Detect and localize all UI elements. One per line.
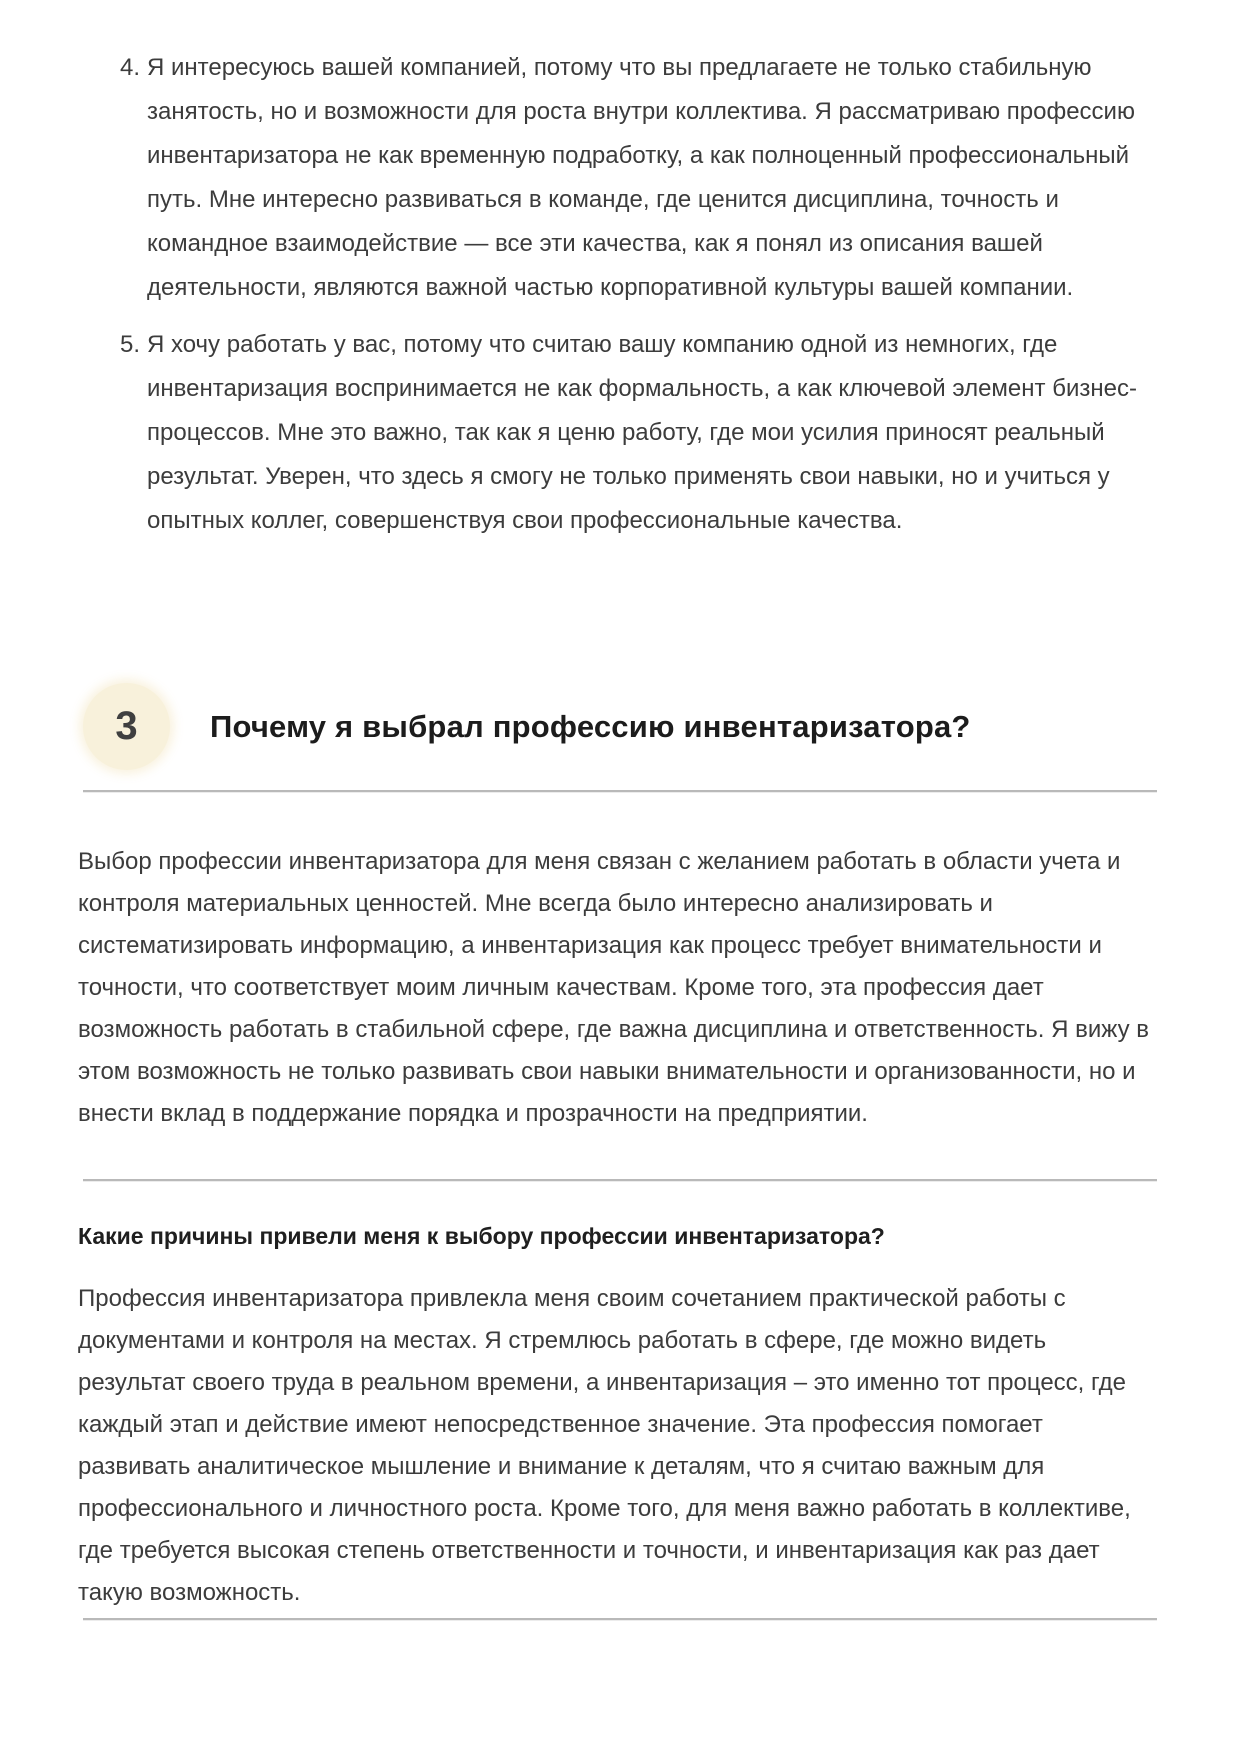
list-item-text: Я интересуюсь вашей компанией, потому что вы предлагаете не только стабильную занятость, но и возможности для роста внутри коллектива. Я рассматриваю профессию инвентаризатора не как временную подработку, а как полноценный профессиональный путь. Мне интересно развиваться в команде, где ценится дисциплина, точность и командное взаимодействие — все эти качества, как я понял из описания вашей деятельности, являются важной частью корпоративной культуры вашей компании.	[147, 54, 1135, 301]
section-header	[78, 683, 1158, 770]
document-content	[78, 0, 1158, 1621]
paragraph-intro: Выбор профессии инвентаризатора для меня связан с желанием работать в области учета и контроля материальных ценностей. Мне всегда было интересно анализировать и систематизировать информацию, а инвентаризация как процесс требует внимательности и точности, что соответствует моим личным качествам. Кроме того, эта профессия дает возможность работать в стабильной сфере, где важна дисциплина и ответственность. Я вижу в этом возможность не только развивать свои навыки внимательности и организованности, но и внести вклад в поддержание порядка и прозрачности на предприятии.	[78, 848, 1150, 1127]
numbered-list	[78, 46, 1158, 543]
section-title: Почему я выбрал профессию инвентаризатора?	[210, 708, 971, 744]
list-item-marker: 5.	[120, 331, 141, 358]
divider-bottom	[83, 1618, 1157, 1621]
subheading-question: Какие причины привели меня к выбору профессии инвентаризатора?	[78, 1223, 885, 1249]
list-item-5	[78, 323, 1158, 543]
list-item-4	[78, 46, 1158, 310]
list-item-text: Я хочу работать у вас, потому что считаю вашу компанию одной из немногих, где инвентаризация воспринимается не как формальность, а как ключевой элемент бизнес-процессов. Мне это важно, так как я ценю работу, где мои усилия приносят реальный результат. Уверен, что здесь я смогу не только применять свои навыки, но и учиться у опытных коллег, совершенствуя свои профессиональные качества.	[147, 331, 1137, 534]
divider-mid	[83, 1179, 1157, 1182]
list-item-marker: 4.	[120, 54, 141, 81]
divider-under-header	[83, 790, 1157, 793]
spacer	[78, 1135, 1158, 1173]
section-number-badge: 3	[83, 683, 170, 770]
paragraph-reasons: Профессия инвентаризатора привлекла меня своим сочетанием практической работы с документами и контроля на местах. Я стремлюсь работать в сфере, где можно видеть результат своего труда в реальном времени, а инвентаризация – это именно тот процесс, где каждый этап и действие имеют непосредственное значение. Эта профессия помогает развивать аналитическое мышление и внимание к деталям, что я считаю важным для профессионального и личностного роста. Кроме того, для меня важно работать в коллективе, где требуется высокая степень ответственности и точности, и инвентаризация как раз дает такую возможность.	[78, 1285, 1131, 1606]
